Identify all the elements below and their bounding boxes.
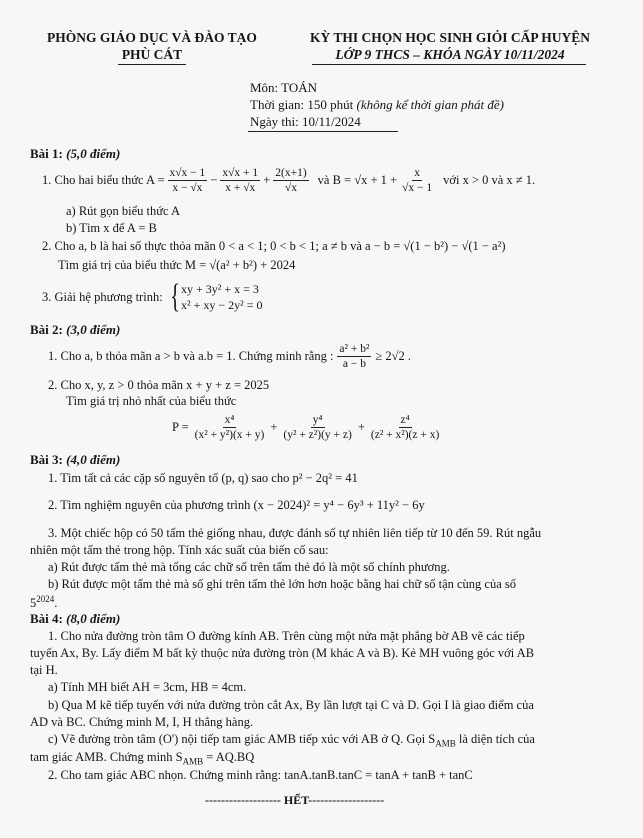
- bai3-title: Bài 3:: [30, 452, 63, 467]
- c-text-c: tam giác AMB. Chứng minh S: [30, 750, 183, 764]
- bai3-q3-line2: nhiên một tấm thẻ trong hộp. Tính xác suất của biến cố sau:: [30, 543, 329, 557]
- fraction-2-num: x√x + 1: [222, 167, 259, 179]
- bai2-q2: 2. Cho x, y, z > 0 thỏa mãn x + y + z = 2025: [48, 378, 270, 392]
- exam-title: KỲ THI CHỌN HỌC SINH GIỎI CẤP HUYỆN: [310, 30, 590, 45]
- bai3-q3b-line2: [30, 594, 57, 611]
- bai1-q2: 2. Cho a, b là hai số thực thỏa mãn 0 < a < 1; 0 < b < 1; a ≠ b và a − b = √(1 − b²) − √(1 − a²): [42, 239, 506, 253]
- minus-sign: −: [210, 173, 218, 187]
- time-line: [250, 97, 504, 113]
- fraction-2: [220, 166, 260, 195]
- equation-2: x² + xy − 2y² = 0: [181, 298, 263, 312]
- fraction-1-den: x − √x: [172, 182, 203, 194]
- equation-system: [167, 280, 263, 314]
- power-exponent: 2024: [36, 594, 55, 604]
- bai4-title: Bài 4:: [30, 611, 63, 626]
- fraction-3-num: 2(x+1): [275, 167, 307, 179]
- fraction-p1: [193, 413, 267, 442]
- equation-1: xy + 3y² + x = 3: [181, 282, 259, 296]
- bai4-q2: 2. Cho tam giác ABC nhọn. Chứng minh rằng: tanA.tanB.tanC = tanA + tanB + tanC: [48, 768, 473, 782]
- bai1-q3: [42, 280, 263, 314]
- fraction-p1-den: (x² + y²)(x + y): [194, 429, 265, 441]
- area-subscript: AMB: [182, 756, 204, 767]
- plus-sign: +: [270, 420, 278, 434]
- fraction-2-den: x + √x: [225, 182, 256, 194]
- fraction-3: [273, 166, 308, 195]
- c-text-b: là diện tích của: [455, 732, 535, 746]
- fraction-4: [400, 166, 434, 195]
- bai2-q1: [48, 342, 411, 371]
- department-name: PHÒNG GIÁO DỤC VÀ ĐÀO TẠO: [47, 30, 257, 45]
- bai3-heading: [30, 452, 120, 468]
- bai2-points: (3,0 điểm): [66, 322, 121, 337]
- fraction-p1-num: x⁴: [224, 414, 235, 426]
- bai3-q1: 1. Tìm tất cả các cặp số nguyên tố (p, q) sao cho p² − 2q² = 41: [48, 471, 358, 485]
- fraction-1-num: x√x − 1: [169, 167, 206, 179]
- fraction-ab-den: a − b: [342, 358, 366, 370]
- exam-underline: [312, 64, 586, 65]
- fraction-4-num: x: [414, 167, 420, 179]
- fraction-ab-num: a² + b²: [339, 343, 370, 355]
- bai4-points: (8,0 điểm): [66, 611, 121, 626]
- bai4-q1c-line1: [48, 732, 535, 749]
- power-base: 5: [30, 596, 37, 611]
- bai3-q3a: a) Rút được tấm thẻ mà tổng các chữ số trên tấm thẻ đó là một số chính phương.: [48, 560, 450, 574]
- bai4-q1a: a) Tính MH biết AH = 3cm, HB = 4cm.: [48, 680, 247, 694]
- bai3-points: (4,0 điểm): [66, 452, 121, 467]
- exam-grade-date: LỚP 9 THCS – KHÓA NGÀY 10/11/2024: [335, 47, 565, 62]
- period: .: [54, 596, 58, 611]
- bai2-title: Bài 2:: [30, 322, 63, 337]
- bai2-q2-find: Tìm giá trị nhỏ nhất của biểu thức: [66, 394, 237, 408]
- end-marker: ------------------- HẾT-------------------: [205, 793, 385, 807]
- bai1-points: (5,0 điểm): [66, 146, 121, 161]
- bai4-q1-line1: 1. Cho nửa đường tròn tâm O đường kính AB. Trên cùng một nửa mặt phẳng bờ AB vẽ các tiếp: [48, 629, 525, 643]
- district-underline: [118, 64, 186, 65]
- bai1-q1-lead: 1. Cho hai biểu thức A =: [42, 173, 165, 187]
- bai4-q1b-line1: b) Qua M kẽ tiếp tuyến với nửa đường tròn cắt Ax, By lần lượt tại C và D. Gọi I là giao điểm của: [48, 698, 534, 712]
- fraction-p2-num: y⁴: [312, 414, 323, 426]
- bai1-q1a: a) Rút gọn biểu thức A: [66, 204, 181, 218]
- fraction-p3: [369, 413, 441, 442]
- bai1-q3-lead: 3. Giải hệ phương trình:: [42, 289, 163, 304]
- fraction-ab: [337, 342, 371, 371]
- bai3-q2: 2. Tìm nghiệm nguyên của phương trình (x − 2024)² = y⁴ − 6y³ + 11y² − 6y: [48, 498, 425, 512]
- bai4-q1c-line2: [30, 750, 254, 767]
- info-underline: [248, 131, 398, 132]
- bai1-title: Bài 1:: [30, 146, 63, 161]
- fraction-p2-den: (y² + z²)(y + z): [283, 429, 352, 441]
- brace-icon: {: [169, 278, 180, 315]
- bai2-heading: [30, 322, 120, 338]
- bai4-q1-line3: tại H.: [30, 663, 58, 677]
- bai2-q1-lead: 1. Cho a, b thỏa mãn a > b và a.b = 1. Chứng minh rằng :: [48, 349, 334, 363]
- fraction-3-den: √x: [284, 182, 297, 194]
- fraction-1: [168, 166, 208, 195]
- time-label: Thời gian: 150 phút: [250, 97, 354, 112]
- bai1-q2-find: Tìm giá trị của biểu thức M = √(a² + b²) + 2024: [58, 258, 296, 272]
- bai3-q3b-line1: b) Rút được một tấm thẻ mà số ghi trên tấm thẻ lớn hơn hoặc bằng hai chữ số tận cùng của số: [48, 577, 516, 591]
- bai1-heading: [30, 146, 120, 162]
- bai1-q1b: b) Tìm x để A = B: [66, 221, 157, 235]
- fraction-p3-den: (z² + x²)(z + x): [370, 429, 440, 441]
- c-text-a: c) Vẽ đường tròn tâm (O') nội tiếp tam giác AMB tiếp xúc với AB ở Q. Gọi S: [48, 732, 436, 746]
- exam-date: Ngày thi: 10/11/2024: [250, 114, 361, 129]
- plus-sign: +: [357, 420, 365, 434]
- c-text-d: = AQ.BQ: [203, 750, 255, 764]
- bai1-q1: [42, 166, 535, 195]
- area-subscript: AMB: [435, 738, 456, 749]
- fraction-p2: [281, 413, 353, 442]
- bai3-q3-line1: 3. Một chiếc hộp có 50 tấm thẻ giống nhau, được đánh số tự nhiên liên tiếp từ 10 đến 59. Rút ngẫu: [48, 526, 542, 540]
- time-note: (không kể thời gian phát đề): [356, 97, 504, 112]
- fraction-p3-num: z⁴: [400, 414, 410, 426]
- district-name: PHÙ CÁT: [121, 47, 183, 62]
- p-lead: P =: [172, 420, 189, 434]
- fraction-4-den: √x − 1: [402, 182, 433, 194]
- bai4-q1-line2: tuyến Ax, By. Lấy điểm M bất kỳ thuộc nửa đường tròn (M khác A và B). Kẻ MH vuông góc với AB: [30, 646, 535, 660]
- subject-label: Môn: TOÁN: [250, 80, 318, 95]
- bai4-heading: [30, 611, 120, 627]
- bai2-q1-rhs: ≥ 2√2 .: [375, 349, 412, 363]
- condition: với x > 0 và x ≠ 1.: [443, 173, 536, 187]
- expression-p: [172, 413, 441, 442]
- expression-b: và B = √x + 1 +: [317, 173, 398, 187]
- plus-sign: +: [263, 173, 271, 187]
- bai4-q1b-line2: AD và BC. Chứng minh M, I, H thẳng hàng.: [30, 715, 254, 729]
